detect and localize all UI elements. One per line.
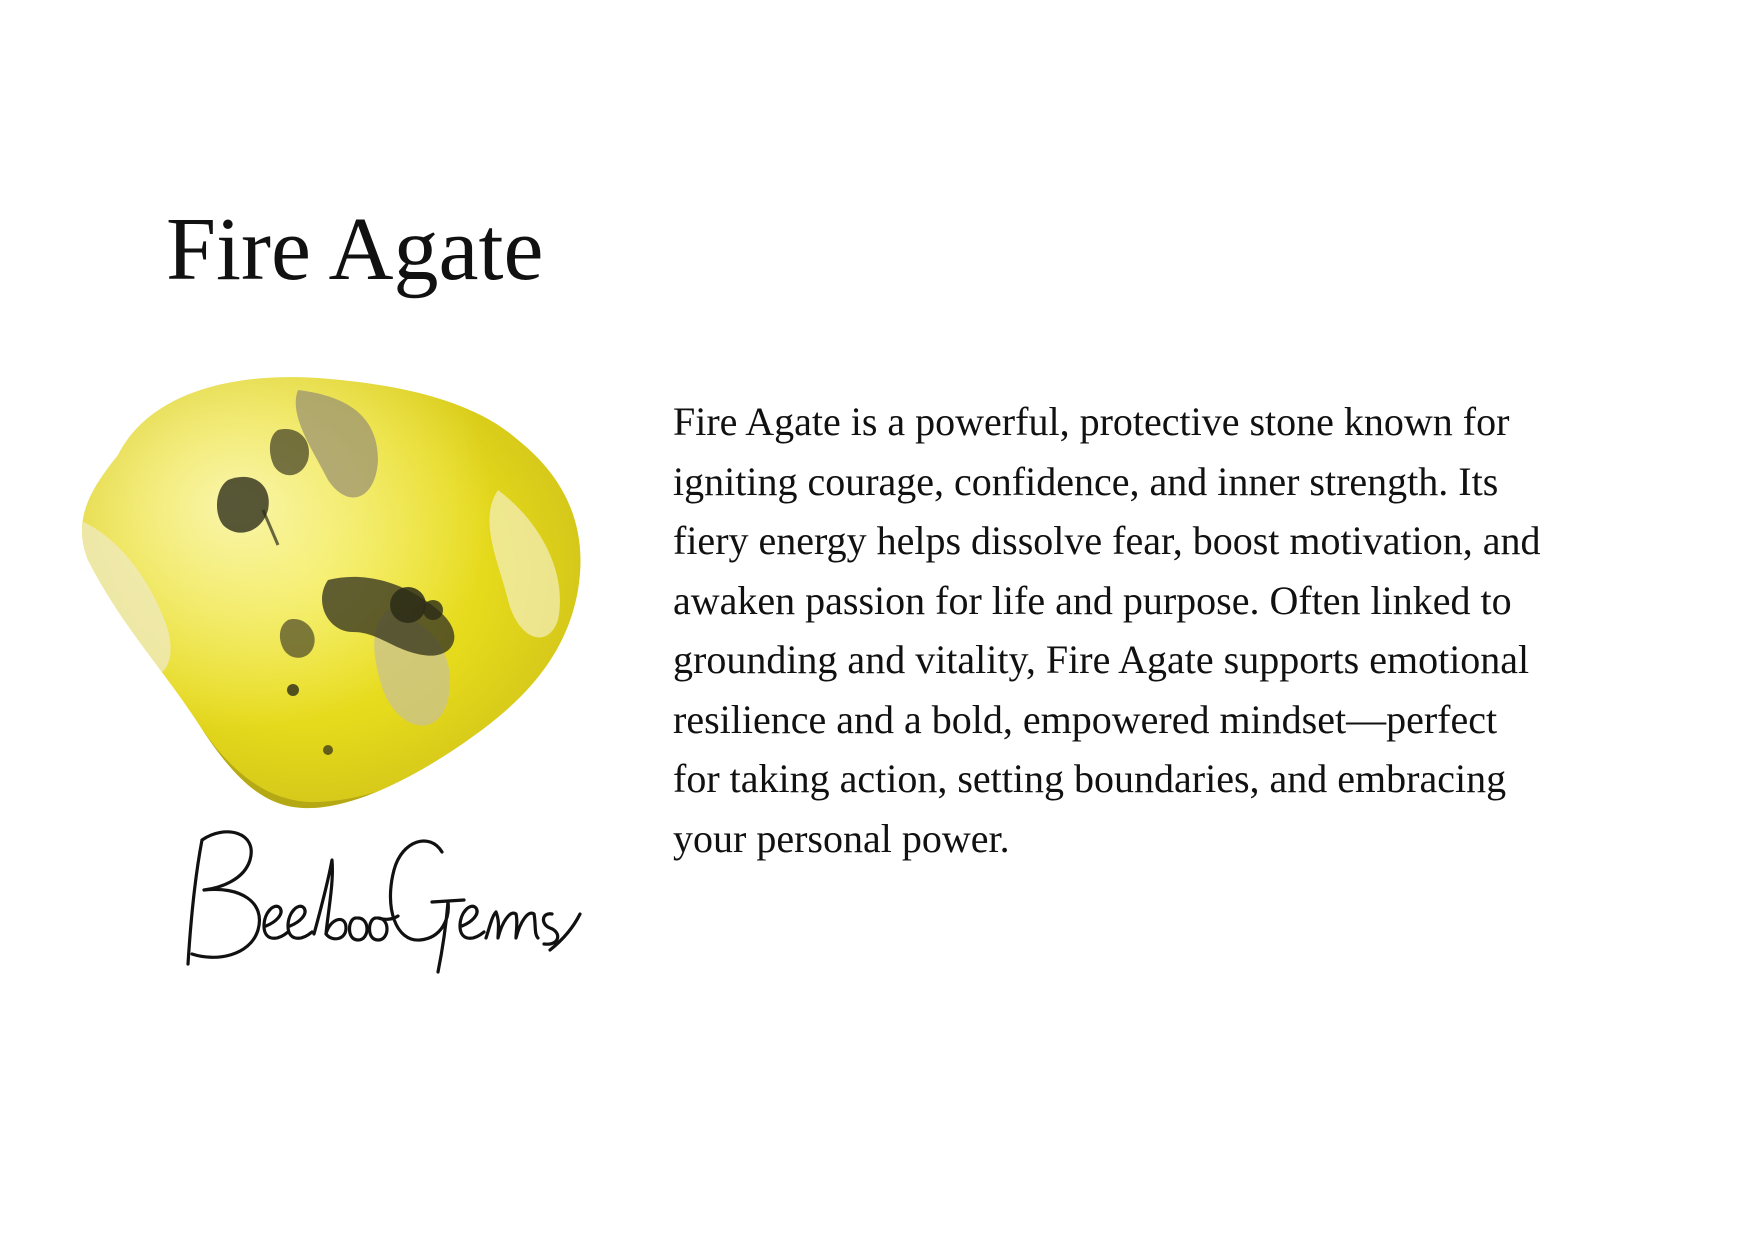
page-title: Fire Agate [166,200,544,299]
description-line: awaken passion for life and purpose. Often linked to [673,577,1512,623]
beeboogems-signature-logo [180,822,600,982]
stone-description [673,392,1673,868]
description-line: igniting courage, confidence, and inner strength. Its [673,458,1499,504]
description-line: grounding and vitality, Fire Agate supports emotional [673,637,1530,682]
description-line: your personal power. [673,815,1010,861]
description-line: resilience and a bold, empowered mindset—perfect [673,696,1498,742]
stone-image [78,370,598,820]
tumbled-stone-icon [78,370,598,820]
description-line: Fire Agate is a powerful, protective stone known for [673,399,1510,444]
description-line: fiery energy helps dissolve fear, boost motivation, and [673,518,1541,563]
description-line: for taking action, setting boundaries, and embracing [673,756,1507,801]
brand-logo [180,822,600,982]
